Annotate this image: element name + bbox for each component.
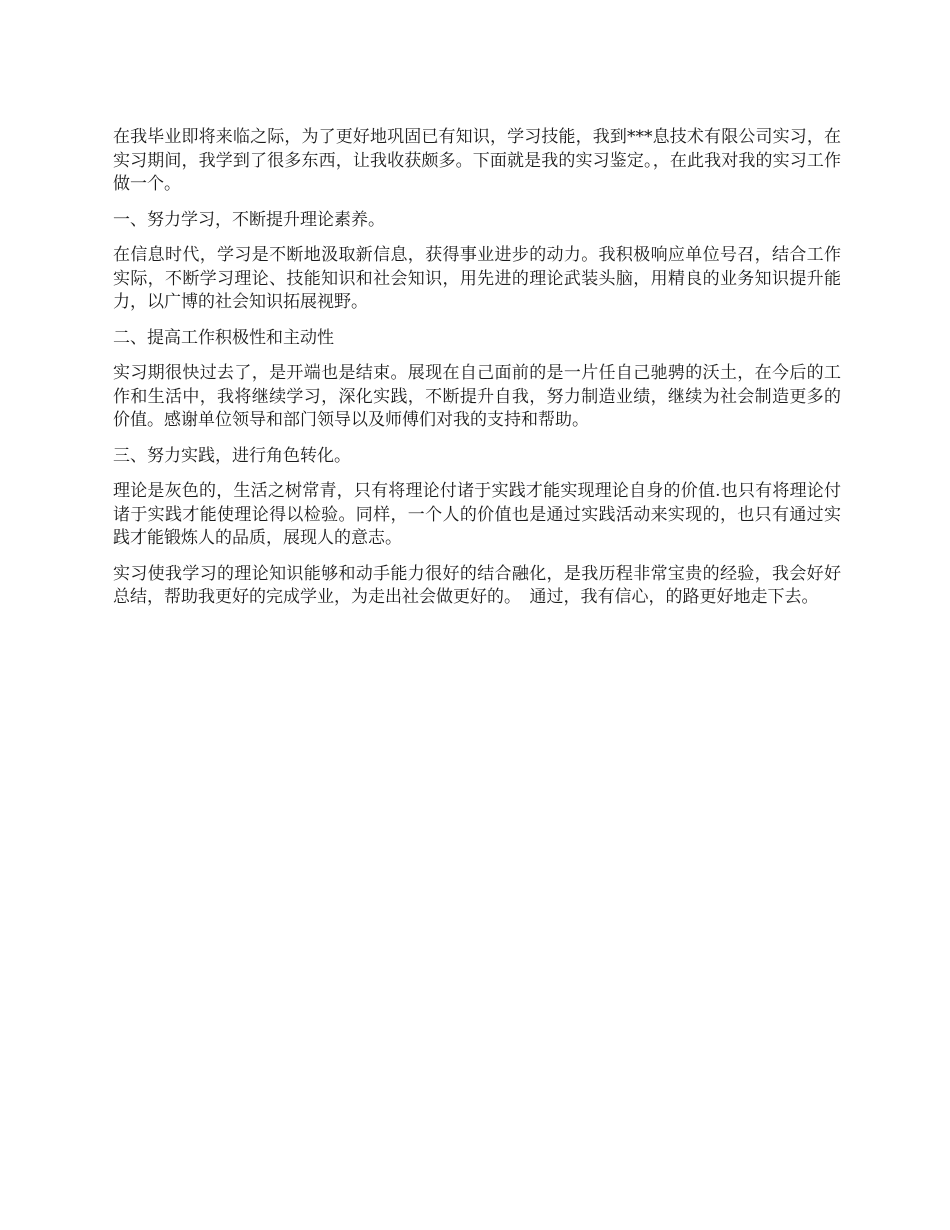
section-3-paragraph: 理论是灰色的，生活之树常青，只有将理论付诸于实践才能实现理论自身的价值.也只有将理论付诸于实践才能使理论得以检验。同样，一个人的价值也是通过实践活动来实现的，也只有通过实践才能锻炼人的品质，展现人的意志。 xyxy=(113,481,841,548)
document-body xyxy=(113,126,841,622)
section-heading-2: 二、提高工作积极性和主动性 xyxy=(113,327,334,348)
section-2-paragraph: 实习期很快过去了，是开端也是结束。展现在自己面前的是一片任自己驰骋的沃土，在今后的工作和生活中，我将继续学习，深化实践，不断提升自我，努力制造业绩，继续为社会制造更多的价值。感谢单位领导和部门领导以及师傅们对我的支持和帮助。 xyxy=(113,363,841,430)
section-heading-1: 一、努力学习，不断提升理论素养。 xyxy=(113,209,385,230)
intro-paragraph: 在我毕业即将来临之际，为了更好地巩固已有知识，学习技能，我到***息技术有限公司实习，在实习期间，我学到了很多东西，让我收获颇多。下面就是我的实习鉴定。，在此我对我的实习工作做一个。 xyxy=(113,127,841,194)
conclusion-paragraph: 实习使我学习的理论知识能够和动手能力很好的结合融化，是我历程非常宝贵的经验，我会好好总结，帮助我更好的完成学业，为走出社会做更好的。 通过，我有信心，的路更好地走下去。 xyxy=(113,563,841,607)
section-heading-3: 三、努力实践，进行角色转化。 xyxy=(113,445,351,466)
section-1-paragraph: 在信息时代，学习是不断地汲取新信息，获得事业进步的动力。我积极响应单位号召，结合工作实际，不断学习理论、技能知识和社会知识，用先进的理论武装头脑，用精良的业务知识提升能力，以广博的社会知识拓展视野。 xyxy=(113,245,841,312)
